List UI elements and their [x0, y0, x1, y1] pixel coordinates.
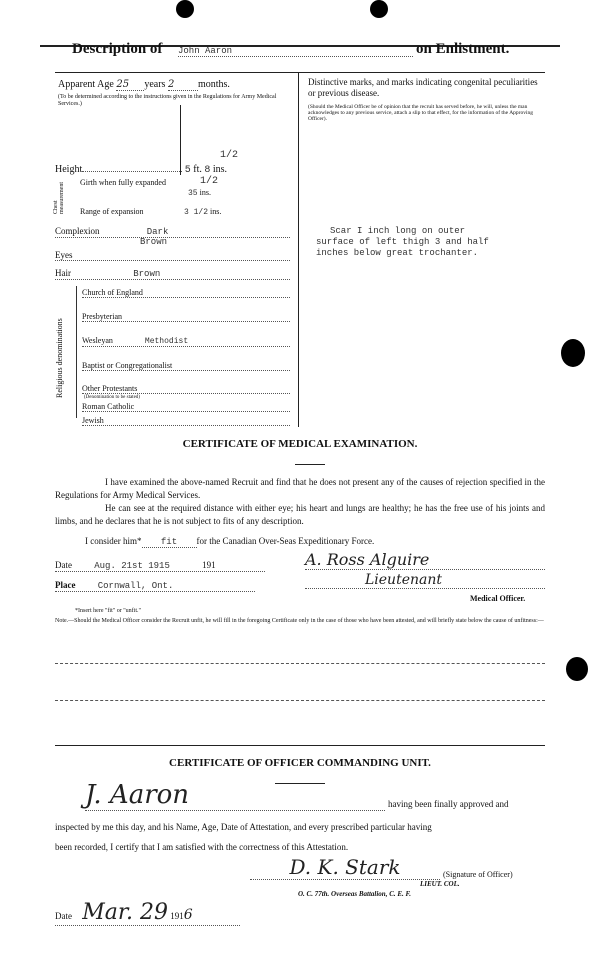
recruit-name-handwritten: J. Aaron: [85, 780, 385, 811]
ins-label: ins.: [212, 164, 228, 175]
commanding-officer-signature: D. K. Stark: [250, 855, 440, 880]
religion-note: (Denomination to be stated): [84, 395, 140, 400]
height-fraction: 1/2: [220, 150, 239, 161]
girth-value: 35: [188, 189, 198, 198]
medical-date-label: Date: [55, 560, 72, 570]
religion-presbyterian: Presbyterian: [82, 312, 290, 322]
height-feet: 5: [184, 165, 191, 176]
hair-label: Hair: [55, 268, 71, 278]
marks-line: inches below great trochanter.: [316, 248, 479, 258]
header-title-suffix: on Enlistment.: [416, 41, 510, 57]
brace: [76, 286, 80, 418]
punch-hole: [370, 0, 388, 18]
rule: [55, 663, 545, 665]
religion-baptist: Baptist or Congregationalist: [82, 361, 290, 371]
signature-label: (Signature of Officer): [443, 870, 513, 879]
ft-label: ft.: [193, 164, 202, 175]
religion-value: Methodist: [144, 337, 189, 346]
age-value: 25: [116, 79, 144, 91]
punch-hole: [176, 0, 194, 18]
complexion-label: Complexion: [55, 226, 100, 236]
range-label: Range of expansion: [80, 207, 144, 216]
place-value: Cornwall, Ont.: [97, 581, 174, 591]
commanding-date-value: Mar. 29: [82, 900, 168, 925]
age-note: (To be determined according to the instructions given in the Regulations for Army Medical Services.): [58, 94, 277, 107]
marks-line: Scar I inch long on outer: [330, 226, 466, 236]
girth-label: Girth when fully expanded: [80, 178, 166, 187]
medical-officer-signature: A. Ross Alguire: [305, 550, 545, 570]
religion-label: Religious denominations: [55, 318, 64, 398]
rule: [55, 72, 545, 73]
rule: [55, 745, 545, 746]
eyes-value: Brown: [140, 237, 168, 247]
medical-officer-label: Medical Officer.: [470, 594, 526, 603]
complexion-value: Dark: [146, 227, 169, 237]
rule: [55, 700, 545, 702]
medical-certificate-title: CERTIFICATE OF MEDICAL EXAMINATION.: [182, 438, 418, 450]
religion-roman-catholic: Roman Catholic: [82, 402, 290, 412]
range-unit: ins.: [210, 207, 222, 216]
commanding-year-prefix: 191: [170, 911, 184, 921]
girth-unit: ins.: [199, 188, 211, 197]
medical-officer-rank: Lieutenant: [305, 572, 545, 589]
religion-church-of-england: Church of England: [82, 288, 290, 298]
commanding-text-2: inspected by me this day, and his Name, Age, Date of Attestation, and every prescribed particular having: [55, 822, 432, 832]
chest-label: Chest measurement: [53, 182, 65, 214]
medical-paragraph-2: He can see at the required distance with either eye; his heart and lungs are healthy; he has the free use of his joints and limbs, and he declares that he is not subject to fits of any description.: [55, 503, 545, 526]
stamp-unit: O. C. 77th. Overseas Battalion, C. E. F.: [298, 890, 412, 898]
months-value: 2: [168, 79, 198, 91]
commanding-text-1: having been finally approved and: [388, 799, 509, 809]
religion-other-protestants: Other Protestants: [82, 384, 290, 394]
medical-paragraph-1: I have examined the above-named Recruit and find that he does not present any of the causes of rejection specified in the Regulations for Army Medical Services.: [55, 477, 545, 500]
commanding-year-suffix: 6: [183, 907, 193, 923]
distinctive-marks-label: Distinctive marks, and marks indicating congenital peculiarities or previous disease.: [308, 77, 538, 98]
height-label: Height: [55, 164, 83, 175]
force-label: for the Canadian Over-Seas Expeditionary Force.: [196, 536, 375, 546]
fit-footnote: *Insert here "fit" or "unfit.": [75, 608, 141, 614]
punch-hole: [566, 657, 588, 681]
distinctive-marks-note: (Should the Medical Officer be of opinion that the recruit has served before, he will, unless the man acknowledges to any previous service, attach a slip to that effect, for the information of the Approving Officer).: [308, 104, 534, 122]
punch-hole: [561, 339, 585, 367]
recruit-name: John Aaron: [178, 46, 413, 57]
consider-label: I consider him*: [85, 536, 142, 546]
commanding-certificate-title: CERTIFICATE OF OFFICER COMMANDING UNIT.: [169, 757, 431, 769]
religion-wesleyan: Wesleyan: [82, 336, 113, 345]
medical-date-value: Aug. 21st 1915: [94, 561, 170, 571]
months-label: months.: [197, 79, 230, 90]
hair-value: Brown: [133, 269, 161, 279]
year-prefix: 191: [202, 560, 216, 570]
rule: [295, 464, 325, 465]
height-inches: 8: [204, 165, 211, 176]
years-label: years: [144, 79, 166, 90]
place-label: Place: [55, 580, 76, 590]
girth-fraction: 1/2: [200, 176, 219, 187]
stamp-rank: LIEUT. COL.: [420, 880, 460, 888]
header-title-prefix: Description of: [72, 41, 163, 57]
age-label: Apparent Age: [58, 79, 114, 90]
commanding-text-3: been recorded, I certify that I am satisfied with the correctness of this Attestation.: [55, 842, 349, 852]
eyes-label: Eyes: [55, 250, 290, 261]
religion-jewish: Jewish: [82, 416, 290, 426]
commanding-date-label: Date: [55, 911, 72, 921]
marks-line: surface of left thigh 3 and half: [316, 237, 489, 247]
consider-value: fit: [142, 537, 197, 548]
medical-note: Note.—Should the Medical Officer consider the Recruit unfit, he will fill in the foregoing Certificate only in the case of those who have been attested, and will briefly state below the cause of unfitness:—: [55, 618, 544, 624]
range-value: 3 1/2: [184, 208, 209, 217]
column-divider: [298, 72, 299, 427]
